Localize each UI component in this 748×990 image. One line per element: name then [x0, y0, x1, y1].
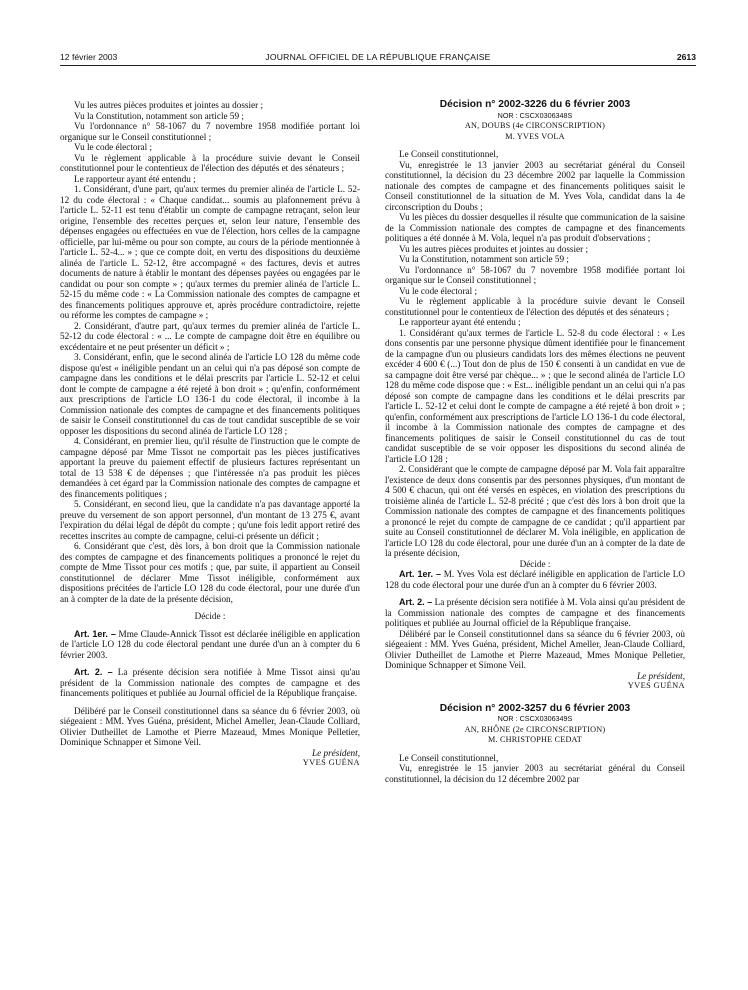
- article-1: [385, 569, 685, 590]
- paragraph: 6. Considérant que c'est, dès lors, à bon droit que la Commission nationale des comptes de campagne et des financements politiques a prononcé le rejet du compte de Mme Tissot pour ces motifs ; que, par suite, il appartient au Conseil constitutionnel de déclarer Mme Tissot inéligible, conformément aux dispositions précitées de l'article LO 128 du code électoral, pour une durée d'un an à compter de la date de la présente décision,: [60, 541, 360, 604]
- right-column: [385, 100, 685, 784]
- article-1-text: Mme Claude-Annick Tissot est déclarée inéligible en application de l'article LO 128 du code électoral pendant une durée d'un an à compter du 6 février 2003.: [60, 628, 360, 660]
- article-2-text: La présente décision sera notifiée à Mme Tissot ainsi qu'au président de la Commission nationale des comptes de campagne et des financements politiques et publiée au Journal officiel de la République française.: [60, 667, 360, 698]
- paragraph: 1. Considérant, d'une part, qu'aux termes du premier alinéa de l'article L. 52-12 du code électoral : « Chaque candidat... soumis au plafonnement prévu à l'article L. 52-11 est tenu d'établir un compte de campagne retraçant, selon leur origine, l'ensemble des recettes perçues et, selon leur nature, l'ensemble des dépenses engagées ou effectuées en vue de l'élection, hors celles de la campagne officielle, par lui-même ou pour son compte, au cours de la période mentionnée à l'article L. 52-4... » ; que ce compte doit, en vertu des dispositions du deuxième alinéa de l'article L. 52-12, être accompagné « des factures, devis et autres documents de nature à établir le montant des dépenses payées ou engagées par le candidat ou pour son compte » ; qu'aux termes du premier alinéa de l'article L. 52-15 du même code : « La Commission nationale des comptes de campagne et des financements politiques approuve et, après procédure contradictoire, rejette ou réforme les comptes de campagne » ;: [60, 184, 360, 320]
- paragraph: 4. Considérant, en premier lieu, qu'il résulte de l'instruction que le compte de campagne déposé par Mme Tissot ne comportait pas les pièces justificatives apportant la preuve du paiement effectif de plusieurs factures représentant un total de 13 538 € de dépenses ; que l'intéressée n'a pas produit les pièces demandées à cet égard par la Commission nationale des comptes de campagne et des financements politiques ;: [60, 436, 360, 499]
- decision-candidate: M. YVES VOLA: [505, 131, 565, 141]
- spacer: [385, 692, 685, 704]
- deliberation: Délibéré par le Conseil constitutionnel dans sa séance du 6 février 2003, où siégeaient : MM. Yves Guéna, président, Michel Ameller, Jean-Claude Colliard, Olivier Dutheillet de Lamothe et Pierre Mazeaud, Mmes Monique Pelletier, Dominique Schnapper et Simone Veil.: [385, 628, 685, 670]
- paragraph: Vu le règlement applicable à la procédure suivie devant le Conseil constitutionnel pour le contentieux de l'élection des députés et des sénateurs ;: [385, 296, 685, 317]
- paragraph: 3. Considérant, enfin, que le second alinéa de l'article LO 128 du même code dispose qu'est « inéligible pendant un an celui qui n'a pas déposé son compte de campagne dans les conditions et le délai prescrits par l'article L. 52-12 et celui dont le compte de campagne a été rejeté à bon droit » ; qu'enfin, conformément aux prescriptions de l'article LO 136-1 du code électoral, il incombe à la Commission nationale des comptes de campagne et des financements politiques de saisir le Conseil constitutionnel du cas de tout candidat susceptible de se voir opposer les dispositions du second alinéa de l'article LO 128 ;: [60, 352, 360, 436]
- paragraph: Vu les autres pièces produites et jointes au dossier ;: [399, 243, 589, 254]
- paragraph: Vu l'ordonnance n° 58-1067 du 7 novembre 1958 modifiée portant loi organique sur le Conseil constitutionnel ;: [385, 264, 685, 285]
- paragraph: Le rapporteur ayant été entendu ;: [74, 173, 196, 184]
- decision-nor: NOR : CSCX0306348S: [497, 110, 573, 120]
- paragraph: Le Conseil constitutionnel,: [399, 149, 499, 159]
- paragraph: Le rapporteur ayant été entendu ;: [399, 317, 521, 327]
- header-rule: [60, 65, 696, 66]
- paragraph: 2. Considérant que le compte de campagne déposé par M. Vola fait apparaître l'existence de deux dons consentis par des personnes physiques, d'un montant de 4 500 € chacun, qui ont été versés en espèces, en violation des prescriptions du troisième alinéa de l'article L. 52-8 précité ; que c'est dès lors à bon droit que la Commission nationale des comptes de campagne et des financements politiques a prononcé le rejet du compte de campagne de ce candidat ; qu'il appartient par suite au Conseil constitutionnel de déclarer M. Vola inéligible, en application de l'article LO 128 du code électoral, pour une durée d'un an à compter de la date de la présente décision,: [385, 464, 685, 558]
- signature-name: YVES GUÉNA: [302, 758, 360, 767]
- paragraph: Vu le code électoral ;: [74, 142, 153, 152]
- paragraph: Vu l'ordonnance n° 58-1067 du 7 novembre 1958 modifiée portant loi organique sur le Conseil constitutionnel ;: [60, 121, 360, 142]
- paragraph: Vu les pièces du dossier desquelles il résulte que communication de la saisine de la Commission nationale des comptes de campagne et des financements politiques a été donnée à M. Vola, lequel n'a pas produit d'observations ;: [385, 212, 685, 243]
- article-2-label: Art. 2. –: [399, 597, 433, 607]
- article-2: [385, 597, 685, 629]
- paragraph: Vu le règlement applicable à la procédure suivie devant le Conseil constitutionnel pour le contentieux de l'élection des députés et des sénateurs ;: [60, 152, 360, 173]
- running-header: [60, 52, 696, 64]
- paragraph: 5. Considérant, en second lieu, que la candidate n'a pas davantage apporté la preuve du versement de son apport personnel, d'un montant de 13 275 €, avant l'expiration du délai légal de dépôt du compte ; qu'une fois ledit apport retiré des recettes inscrites au compte de campagne, celui-ci présente un déficit ;: [60, 499, 360, 541]
- deliberation: Délibéré par le Conseil constitutionnel dans sa séance du 6 février 2003, où siégeaient : MM. Yves Guéna, président, Michel Ameller, Jean-Claude Colliard, Olivier Dutheillet de Lamothe et Pierre Mazeaud, Mmes Monique Pelletier, Dominique Schnapper et Simone Veil.: [60, 705, 360, 747]
- decision-constituency: AN, RHÔNE (2e CIRCONSCRIPTION): [464, 724, 606, 734]
- decision-constituency: AN, DOUBS (4e CIRCONSCRIPTION): [464, 121, 606, 130]
- article-1-label: Art. 1er. –: [74, 628, 116, 639]
- signature-role: Le président,: [637, 670, 685, 681]
- header-journal-title: JOURNAL OFFICIEL DE LA RÉPUBLIQUE FRANÇAISE: [265, 52, 491, 62]
- article-1-label: Art. 1er. –: [399, 569, 441, 579]
- paragraph: Vu la Constitution, notamment son article 59 ;: [74, 110, 244, 121]
- header-page-number: 2613: [676, 52, 696, 62]
- paragraph: Vu, enregistrée le 15 janvier 2003 au secrétariat général du Conseil constitutionnel, la décision du 12 décembre 2002 par: [385, 763, 685, 784]
- decision-title: Décision n° 2002-3226 du 6 février 2003: [439, 99, 631, 110]
- article-2-label: Art. 2. –: [74, 667, 113, 677]
- header-date: 12 février 2003: [60, 52, 118, 62]
- decision-title: Décision n° 2002-3257 du 6 février 2003: [439, 702, 631, 714]
- article-1-text: M. Yves Vola est déclaré inéligible en application de l'article LO 128 du code électoral pour une durée d'un an à compter du 6 février 2003.: [385, 569, 685, 590]
- article-2: [60, 667, 360, 699]
- signature-role: Le président,: [312, 747, 360, 758]
- paragraph: Le Conseil constitutionnel,: [399, 752, 499, 763]
- decide-heading: Décide :: [194, 611, 226, 621]
- signature-name: YVES GUÉNA: [627, 681, 685, 690]
- article-1: [60, 629, 360, 661]
- paragraph: Vu les autres pièces produites et jointes au dossier ;: [74, 100, 264, 110]
- decide-heading: Décide :: [519, 558, 551, 569]
- paragraph: Vu le code électoral ;: [399, 285, 478, 296]
- decision-nor: NOR : CSCX0306349S: [497, 714, 573, 723]
- decision-candidate: M. CHRISTOPHE CEDAT: [488, 735, 582, 744]
- paragraph: 2. Considérant, d'autre part, qu'aux termes du premier alinéa de l'article L. 52-12 du code électoral : « ... Le compte de campagne doit être en équilibre ou excédentaire et ne peut présenter un déficit » ;: [60, 320, 360, 352]
- paragraph: Vu la Constitution, notamment son article 59 ;: [399, 254, 569, 264]
- paragraph: Vu, enregistrée le 13 janvier 2003 au secrétariat général du Conseil constitutionnel, la décision du 23 décembre 2002 par laquelle la Commission nationale des comptes de campagne et des financements politiques saisit le Conseil constitutionnel de la situation de M. Yves Vola, candidat dans la 4e circonscription du Doubs ;: [385, 159, 685, 212]
- article-2-text: La présente décision sera notifiée à M. Vola ainsi qu'au président de la Commission nationale des comptes de campagne et des financements politiques et publiée au Journal officiel de la République française.: [385, 597, 685, 628]
- left-column: [60, 100, 360, 769]
- paragraph: 1. Considérant qu'aux termes de l'article L. 52-8 du code électoral : « Les dons consentis par une personne physique dûment identifiée pour le financement de la campagne d'un ou plusieurs candidats lors des mêmes élections ne peuvent excéder 4 600 € (...) Tout don de plus de 150 € consenti à un candidat en vue de sa campagne doit être versé par chèque... » ; que le second alinéa de l'article LO 128 du même code dispose que : « Est... inéligible pendant un an celui qui n'a pas déposé son compte de campagne dans les conditions et le délai prescrits par l'article L. 52-12 et celui dont le compte de campagne a été rejeté à bon droit » ; qu'enfin, conformément aux prescriptions de l'article LO 136-1 du code électoral, il incombe à la Commission nationale des comptes de campagne et des financements politiques de saisir le Conseil constitutionnel du cas de tout candidat susceptible de se voir opposer les dispositions du second alinéa de l'article LO 128 ;: [385, 327, 685, 464]
